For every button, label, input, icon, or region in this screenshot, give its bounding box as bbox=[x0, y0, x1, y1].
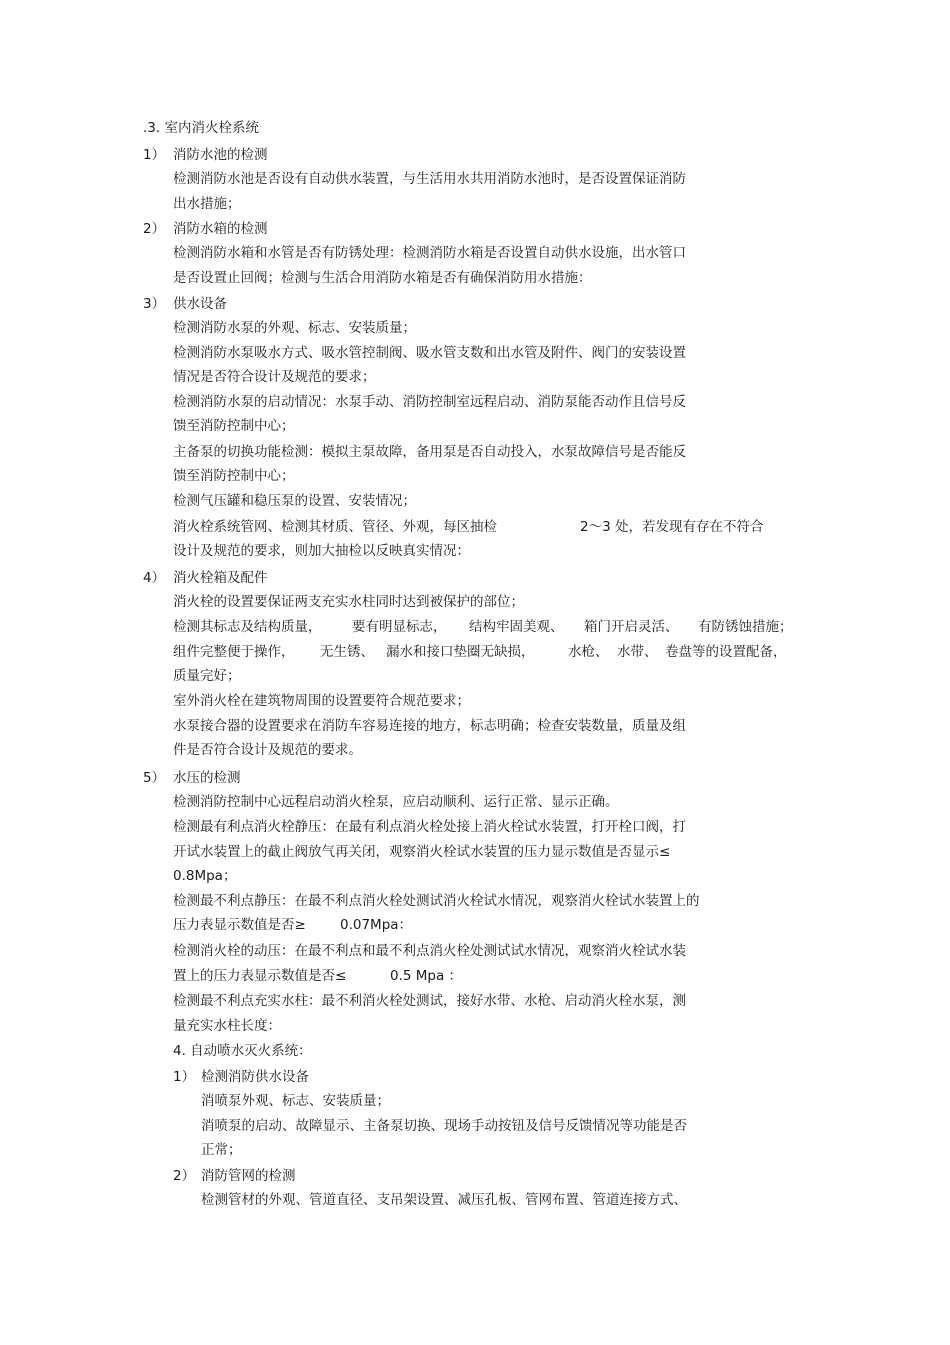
body-line: 质量完好； bbox=[173, 668, 241, 684]
body-line: 消火栓系统管网、检测其材质、管径、外观，每区抽检 bbox=[173, 519, 497, 535]
body-line: 馈至消防控制中心； bbox=[173, 468, 295, 484]
item-number: 3） bbox=[143, 296, 166, 312]
item-heading: 水压的检测 bbox=[173, 770, 241, 786]
body-line: 箱门开启灵活、 bbox=[584, 619, 679, 635]
body-line: 水枪、 bbox=[568, 644, 609, 660]
body-line: 检测消防水泵的启动情况：水泵手动、消防控制室远程启动、消防泵能否动作且信号反 bbox=[173, 394, 686, 410]
body-line: 消喷泵的启动、故障显示、主备泵切换、现场手动按钮及信号反馈情况等功能是否 bbox=[201, 1118, 687, 1134]
body-line: 主备泵的切换功能检测：模拟主泵故障，备用泵是否自动投入，水泵故障信号是否能反 bbox=[173, 444, 686, 460]
body-line: 压力表显示数值是否≥ bbox=[173, 917, 306, 933]
body-line: 检测管材的外观、管道直径、支吊架设置、减压孔板、管网布置、管道连接方式、 bbox=[201, 1192, 687, 1208]
item-heading: 检测消防供水设备 bbox=[201, 1069, 309, 1085]
body-line: 无生锈、 bbox=[320, 644, 374, 660]
body-line: 正常； bbox=[201, 1142, 242, 1158]
body-line: 0.5 Mpa ： bbox=[390, 968, 463, 984]
body-line: 0.8Mpa； bbox=[173, 868, 237, 884]
item-number: 5） bbox=[143, 770, 166, 786]
item-heading: 供水设备 bbox=[173, 296, 227, 312]
item-heading: 消防水池的检测 bbox=[173, 147, 268, 163]
body-line: 消喷泵外观、标志、安装质量； bbox=[201, 1093, 390, 1109]
body-line: 要有明显标志， bbox=[352, 619, 447, 635]
body-line: 检测气压罐和稳压泵的设置、安装情况； bbox=[173, 493, 416, 509]
body-line: 有防锈蚀措施； bbox=[698, 619, 793, 635]
body-line: 结构牢固美观、 bbox=[469, 619, 564, 635]
body-line: 检测消防水箱和水管是否有防锈处理：检测消防水箱是否设置自动供水设施，出水管口 bbox=[173, 245, 686, 261]
item-number: 2） bbox=[143, 221, 166, 237]
body-line: 情况是否符合设计及规范的要求； bbox=[173, 369, 376, 385]
body-line: 水带、 bbox=[617, 644, 658, 660]
body-line: 检测消防控制中心远程启动消火栓泵，应启动顺利、运行正常、显示正确。 bbox=[173, 794, 619, 810]
body-line: 出水措施； bbox=[173, 196, 241, 212]
body-line: 检测消防水泵的外观、标志、安装质量； bbox=[173, 320, 416, 336]
item-heading: 消火栓箱及配件 bbox=[173, 570, 268, 586]
section-heading: 4. 自动喷水灭火系统： bbox=[173, 1043, 312, 1059]
body-line: 0.07Mpa： bbox=[340, 917, 413, 933]
body-line: 检测最有利点消火栓静压：在最有利点消火栓处接上消火栓试水装置，打开栓口阀，打 bbox=[173, 819, 686, 835]
body-line: 2～3 处，若发现有存在不符合 bbox=[580, 519, 764, 535]
body-line: 检测最不利点充实水柱：最不利消火栓处测试，接好水带、水枪、启动消火栓水泵，测 bbox=[173, 993, 686, 1009]
item-number: 2） bbox=[173, 1168, 196, 1184]
item-number: 1） bbox=[143, 147, 166, 163]
body-line: 设计及规范的要求，则加大抽检以反映真实情况： bbox=[173, 543, 470, 559]
body-line: 检测消防水泵吸水方式、吸水管控制阀、吸水管支数和出水管及附件、阀门的安装设置 bbox=[173, 345, 686, 361]
body-line: 置上的压力表显示数值是否≤ bbox=[173, 968, 347, 984]
body-line: 检测消防水池是否设有自动供水装置，与生活用水共用消防水池时，是否设置保证消防 bbox=[173, 171, 686, 187]
body-line: 卷盘等的设置配备， bbox=[665, 644, 787, 660]
body-line: 消火栓的设置要保证两支充实水柱同时达到被保护的部位； bbox=[173, 594, 524, 610]
body-line: 检测消火栓的动压：在最不利点和最不利点消火栓处测试试水情况，观察消火栓试水装 bbox=[173, 943, 686, 959]
body-line: 馈至消防控制中心； bbox=[173, 418, 295, 434]
body-line: 检测最不利点静压：在最不利点消火栓处测试消火栓试水情况，观察消火栓试水装置上的 bbox=[173, 893, 700, 909]
item-number: 4） bbox=[143, 570, 166, 586]
body-line: 是否设置止回阀；检测与生活合用消防水箱是否有确保消防用水措施： bbox=[173, 270, 592, 286]
body-line: 件是否符合设计及规范的要求。 bbox=[173, 742, 362, 758]
body-line: 量充实水柱长度： bbox=[173, 1018, 281, 1034]
body-line: 检测其标志及结构质量， bbox=[173, 619, 322, 635]
body-line: 水泵接合器的设置要求在消防车容易连接的地方，标志明确；检查安装数量，质量及组 bbox=[173, 718, 686, 734]
body-line: 开试水装置上的截止阀放气再关闭，观察消火栓试水装置的压力显示数值是否显示≤ bbox=[173, 844, 671, 860]
body-line: 室外消火栓在建筑物周围的设置要符合规范要求； bbox=[173, 693, 470, 709]
body-line: 组件完整便于操作， bbox=[173, 644, 295, 660]
body-line: 漏水和接口垫圈无缺损， bbox=[386, 644, 535, 660]
section-title: .3. 室内消火栓系统 bbox=[143, 120, 259, 136]
item-heading: 消防管网的检测 bbox=[201, 1168, 296, 1184]
item-heading: 消防水箱的检测 bbox=[173, 221, 268, 237]
item-number: 1） bbox=[173, 1069, 196, 1085]
